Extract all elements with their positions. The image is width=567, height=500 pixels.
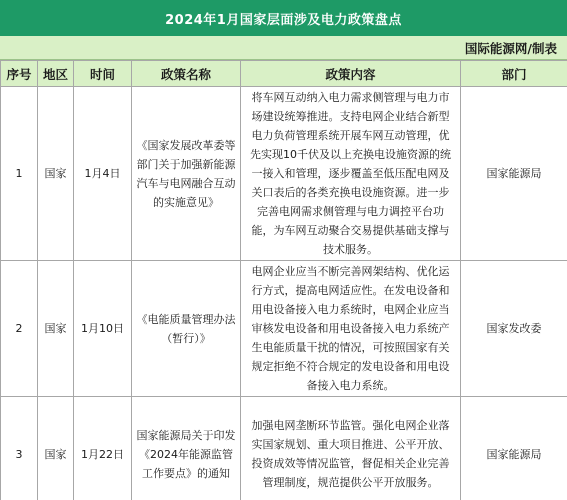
cell-date: 1月10日 [74, 261, 132, 397]
cell-date: 1月4日 [74, 87, 132, 261]
cell-no: 2 [1, 261, 38, 397]
header-date: 时间 [74, 61, 132, 87]
cell-region: 国家 [38, 261, 74, 397]
document-title: 2024年1月国家层面涉及电力政策盘点 [0, 0, 567, 36]
header-department: 部门 [461, 61, 567, 87]
cell-policy-content: 电网企业应当不断完善网架结构、优化运行方式，提高电网适应性。在发电设备和用电设备接入电力系统时，电网企业应当审核发电设备和用电设备接入电力系统产生电能质量干扰的情况，可按照国家有关规定拒绝不符合规定的发电设备和用电设备接入电力系统。 [241, 261, 461, 397]
cell-date: 1月22日 [74, 397, 132, 500]
header-policy-content: 政策内容 [241, 61, 461, 87]
header-no: 序号 [1, 61, 38, 87]
cell-no: 3 [1, 397, 38, 500]
cell-policy-name: 《电能质量管理办法（暂行）》 [132, 261, 241, 397]
table-header-row [1, 61, 567, 87]
cell-department: 国家发改委 [461, 261, 567, 397]
cell-policy-content: 加强电网垄断环节监管。强化电网企业落实国家规划、重大项目推进、公平开放、投资成效等情况监管，督促相关企业完善管理制度，规范提供公平开放服务。 [241, 397, 461, 500]
cell-policy-name: 国家能源局关于印发《2024年能源监管工作要点》的通知 [132, 397, 241, 500]
table-row [1, 397, 567, 500]
cell-no: 1 [1, 87, 38, 261]
cell-region: 国家 [38, 397, 74, 500]
source-credit [0, 36, 567, 60]
cell-region: 国家 [38, 87, 74, 261]
header-policy-name: 政策名称 [132, 61, 241, 87]
cell-policy-name: 《国家发展改革委等部门关于加强新能源汽车与电网融合互动的实施意见》 [132, 87, 241, 261]
table-row [1, 87, 567, 261]
header-region: 地区 [38, 61, 74, 87]
policy-table [0, 60, 567, 500]
table-row [1, 261, 567, 397]
cell-policy-content: 将车网互动纳入电力需求侧管理与电力市场建设统筹推进。支持电网企业结合新型电力负荷管理系统开展车网互动管理，优先实现10千伏及以上充换电设施资源的统一接入和管理，逐步覆盖至低压配电网及关口表后的各类充换电设施资源。进一步完善电网需求侧管理与电力调控平台功能，为车网互动聚合交易提供基础支撑与技术服务。 [241, 87, 461, 261]
cell-department: 国家能源局 [461, 87, 567, 261]
source-label: 国际能源网/制表 [464, 40, 557, 56]
cell-department: 国家能源局 [461, 397, 567, 500]
